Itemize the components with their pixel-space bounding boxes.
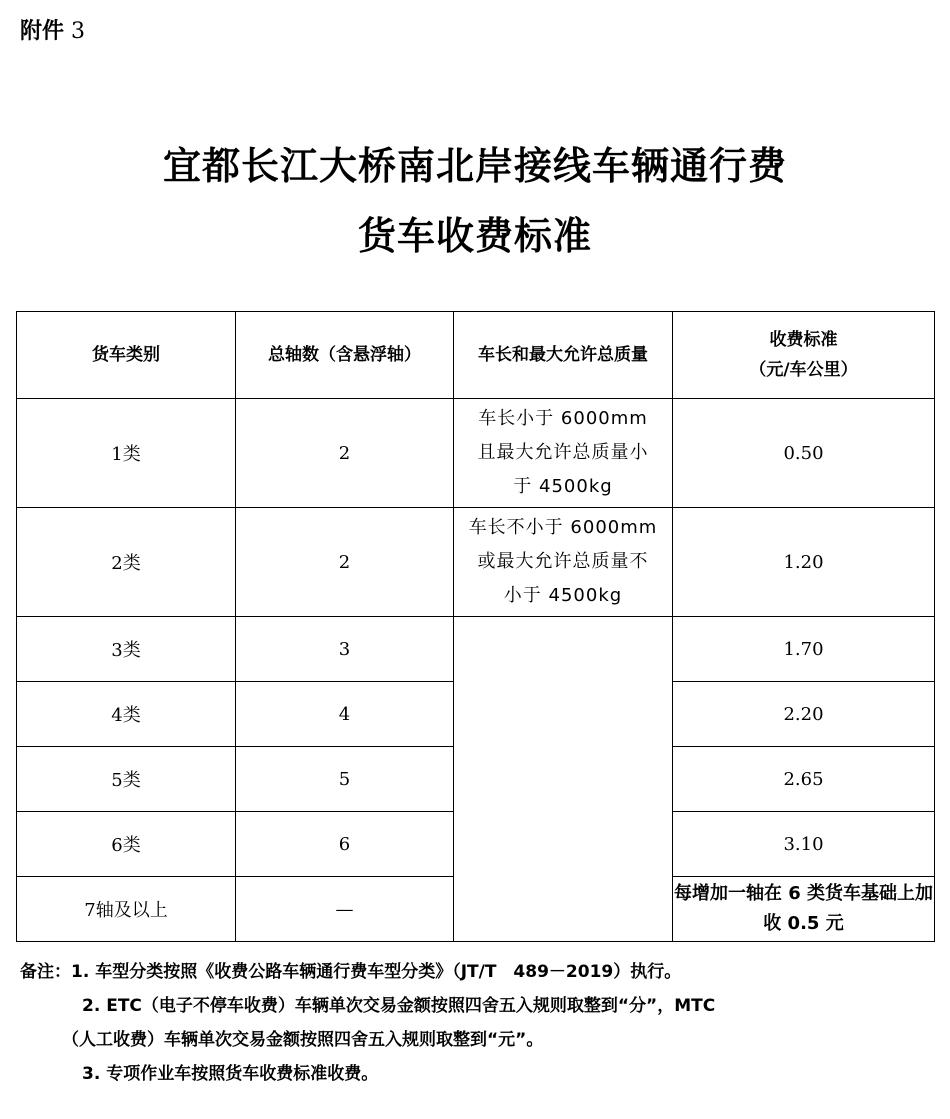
row-axles: 2 xyxy=(236,399,454,508)
table-row xyxy=(17,399,935,508)
row-length-mass xyxy=(454,399,673,508)
table-row xyxy=(17,617,935,682)
desc-line: 且最大允许总质量小 xyxy=(477,442,649,463)
table-header-row xyxy=(17,312,935,399)
header-rate-unit: （元/车公里） xyxy=(749,360,858,380)
table-row xyxy=(17,508,935,617)
desc-line: 或最大允许总质量不 xyxy=(477,551,649,572)
desc-line: 小于 4500kg xyxy=(503,585,623,606)
fee-table xyxy=(16,311,935,942)
row-category: 6类 xyxy=(17,812,236,877)
row-axles: 3 xyxy=(236,617,454,682)
row-category: 3类 xyxy=(17,617,236,682)
remarks-label: 备注： xyxy=(20,962,71,982)
document-title-line2: 货车收费标准 xyxy=(357,214,592,258)
row-category: 5类 xyxy=(17,747,236,812)
header-category: 货车类别 xyxy=(17,312,236,399)
header-length-mass: 车长和最大允许总质量 xyxy=(454,312,673,399)
remark-item: 2. ETC（电子不停车收费）车辆单次交易金额按照四舍五入规则取整到“分”，MTC xyxy=(82,996,716,1016)
remark-item xyxy=(20,955,940,989)
row-category: 1类 xyxy=(17,399,236,508)
row-rate: 1.20 xyxy=(673,508,935,617)
attachment-word: 附件 xyxy=(20,19,65,44)
attachment-number: 3 xyxy=(71,19,86,44)
row-category: 4类 xyxy=(17,682,236,747)
row-rate: 3.10 xyxy=(673,812,935,877)
row-axles: 5 xyxy=(236,747,454,812)
document-title-line1: 宜都长江大桥南北岸接线车辆通行费 xyxy=(162,144,787,188)
header-rate-title: 收费标准 xyxy=(769,330,838,350)
remark-item: 3. 专项作业车按照货车收费标准收费。 xyxy=(82,1064,379,1084)
row-axles: 4 xyxy=(236,682,454,747)
row-rate: 1.70 xyxy=(673,617,935,682)
row-category: 2类 xyxy=(17,508,236,617)
desc-line: 于 4500kg xyxy=(513,476,613,497)
remarks xyxy=(20,955,940,1091)
row-length-mass xyxy=(454,508,673,617)
desc-line: 车长不小于 6000mm xyxy=(468,517,658,538)
row-rate-note: 每增加一轴在 6 类货车基础上加收 0.5 元 xyxy=(673,877,935,942)
row-rate: 2.65 xyxy=(673,747,935,812)
row-rate: 2.20 xyxy=(673,682,935,747)
row-rate: 0.50 xyxy=(673,399,935,508)
desc-line: 车长小于 6000mm xyxy=(478,408,648,429)
row-axles: — xyxy=(236,877,454,942)
header-axles: 总轴数（含悬浮轴） xyxy=(236,312,454,399)
remark-item-continued: （人工收费）车辆单次交易金额按照四舍五入规则取整到“元”。 xyxy=(62,1030,544,1050)
header-rate xyxy=(673,312,935,399)
attachment-label xyxy=(20,14,85,45)
remark-text: 1. 车型分类按照《收费公路车辆通行费车型分类》（JT/T 489－2019）执行。 xyxy=(71,962,682,982)
row-axles: 2 xyxy=(236,508,454,617)
row-axles: 6 xyxy=(236,812,454,877)
row-category: 7轴及以上 xyxy=(17,877,236,942)
merged-empty-cell xyxy=(454,617,673,942)
